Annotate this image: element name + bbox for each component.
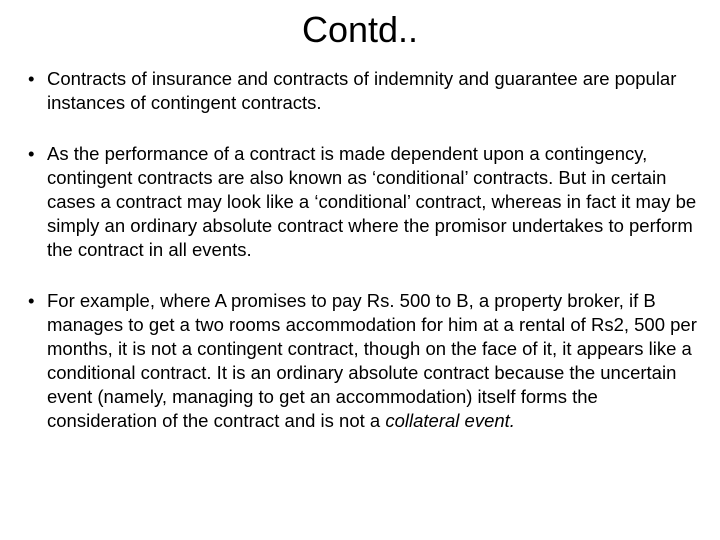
bullet-text: Contracts of insurance and contracts of indemnity and guarantee are popular instances of contingent contracts.	[47, 68, 677, 113]
bullet-item-conditional	[28, 142, 698, 262]
bullet-list	[28, 67, 698, 460]
bullet-text: As the performance of a contract is made dependent upon a contingency, contingent contracts are also known as ‘conditional’ contracts. But in certain cases a contract may look like a ‘conditional’ contract, whereas in fact it may be simply an ordinary absolute contract where the promisor undertakes to perform the contract in all events.	[47, 143, 697, 260]
bullet-text-main: For example, where A promises to pay Rs. 500 to B, a property broker, if B manages to get a two rooms accommodation for him at a rental of Rs2, 500 per months, it is not a contingent contract, though on the face of it, it appears like a conditional contract. It is an ordinary absolute contract because the uncertain event (namely, managing to get an accommodation) itself forms the consideration of the contract and is not a	[47, 290, 697, 431]
bullet-text-italic: collateral event.	[385, 410, 515, 431]
bullet-icon: •	[28, 143, 35, 164]
slide-title: Contd..	[301, 9, 419, 50]
bullet-item-insurance	[28, 67, 698, 115]
bullet-icon: •	[28, 290, 35, 311]
bullet-text-example	[47, 289, 698, 433]
bullet-item-example	[28, 289, 698, 433]
bullet-icon: •	[28, 68, 35, 89]
